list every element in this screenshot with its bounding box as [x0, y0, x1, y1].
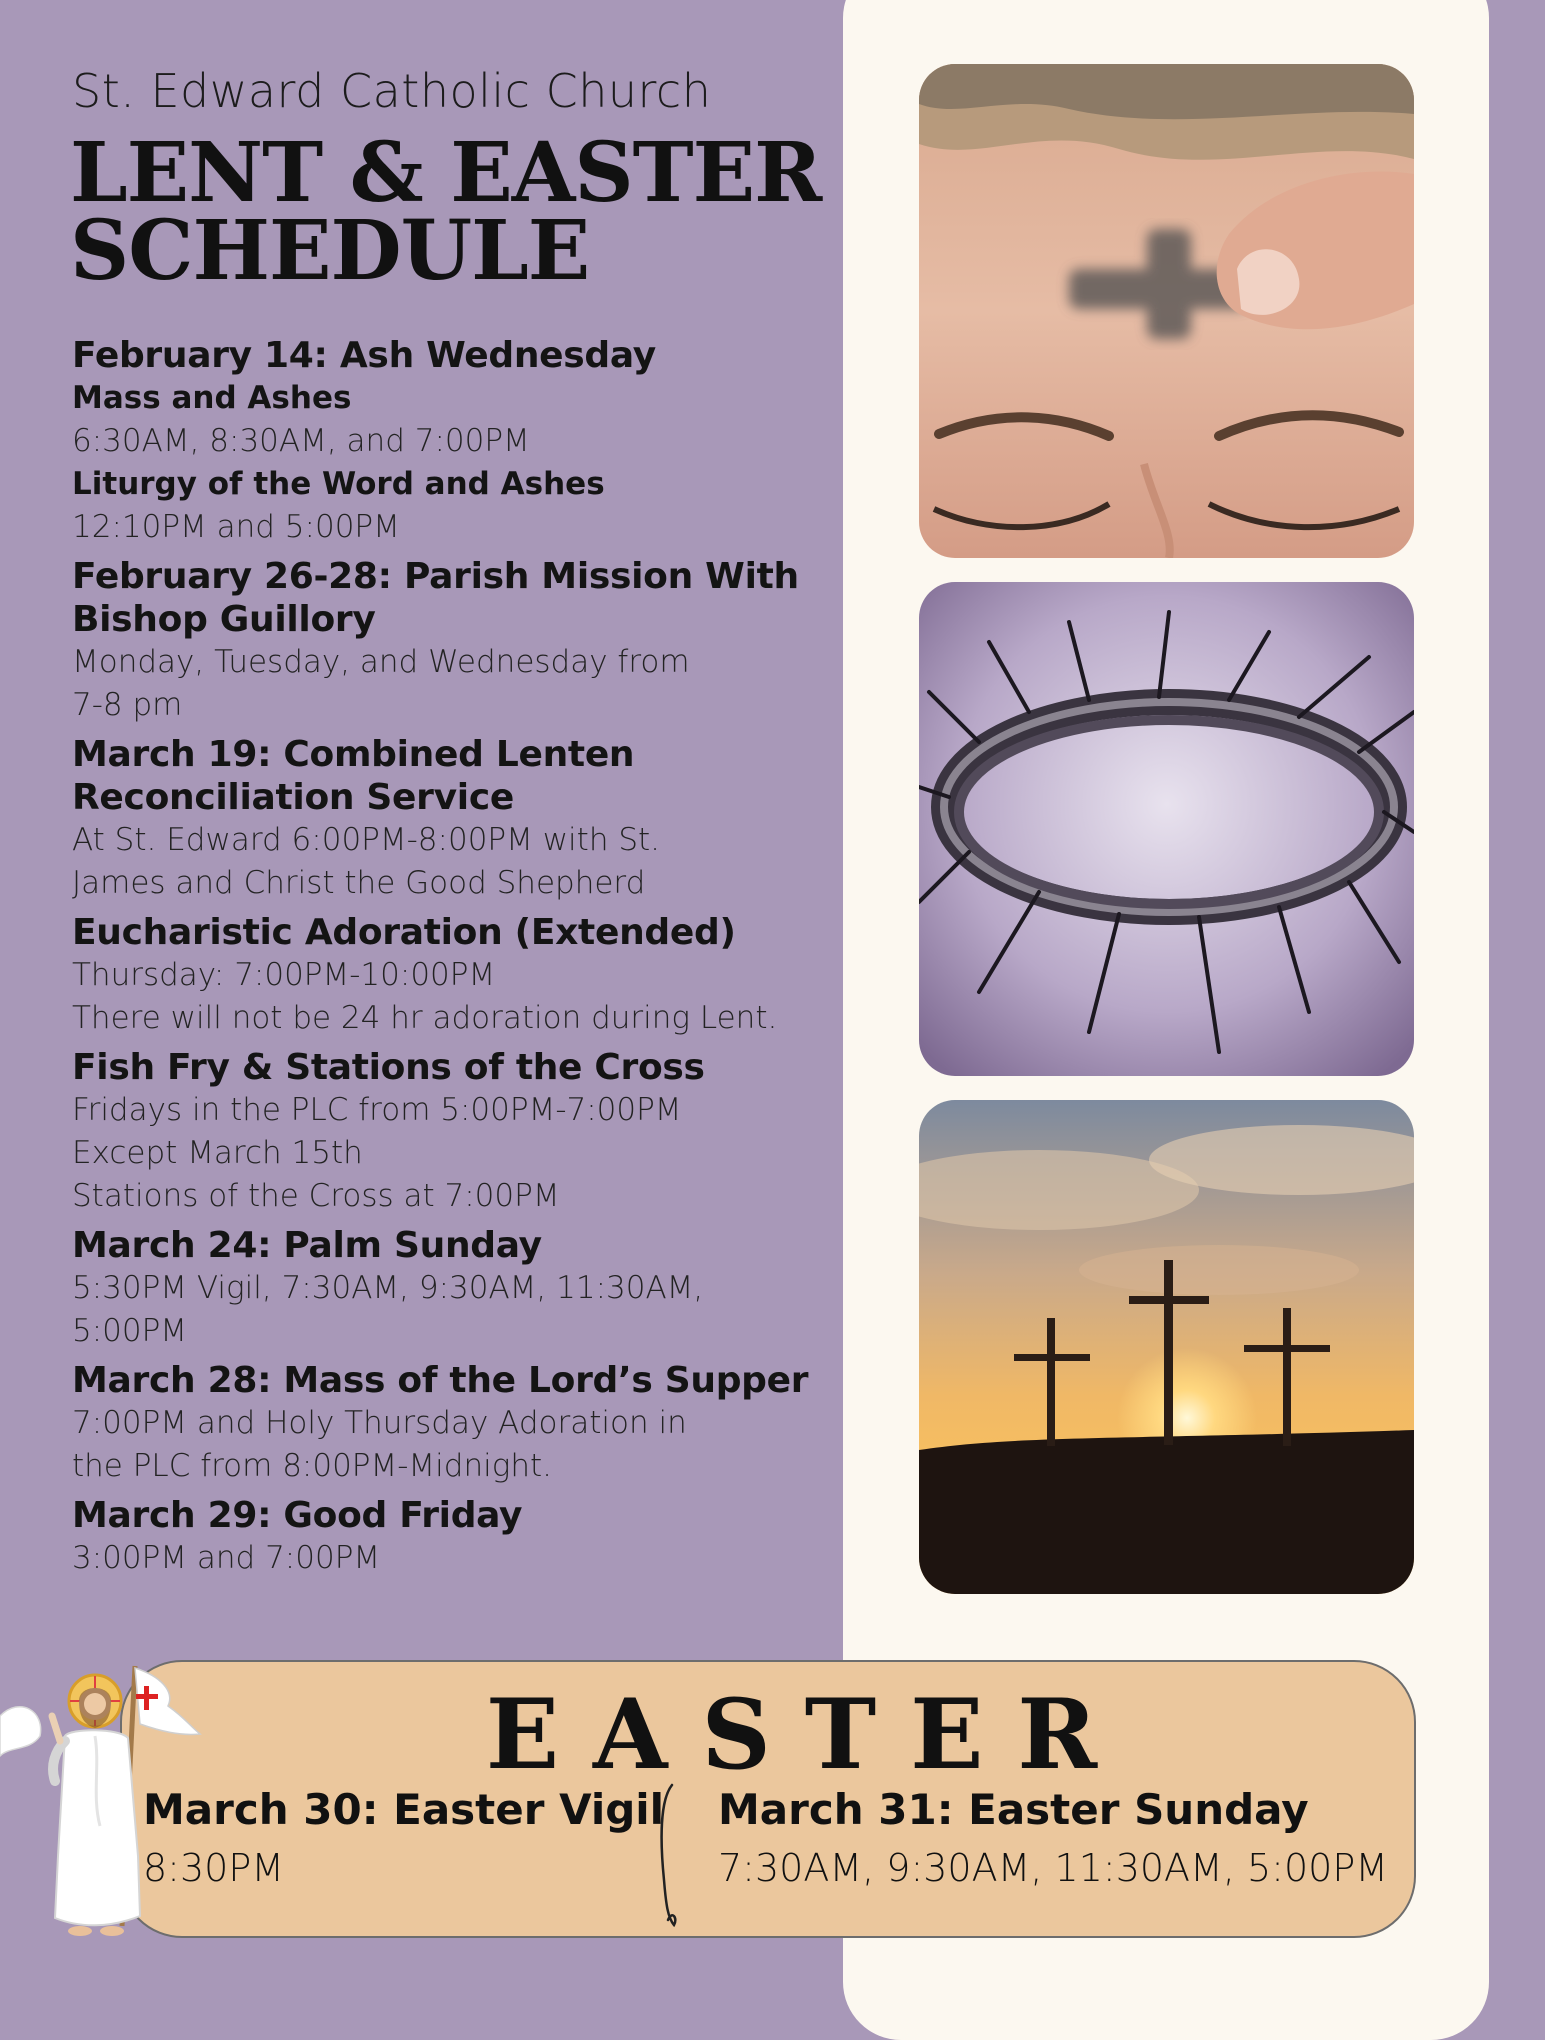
- easter-vigil-heading: March 30: Easter Vigil: [143, 1785, 665, 1834]
- easter-vigil: [143, 1782, 664, 1898]
- event-detail: 7:00PM and Holy Thursday Adoration in: [72, 1405, 687, 1441]
- event-heading: February 14: Ash Wednesday: [72, 335, 656, 376]
- event-detail: 5:00PM: [72, 1313, 188, 1349]
- event-detail: James and Christ the Good Shepherd: [72, 865, 646, 901]
- event-good-friday: [72, 1494, 832, 1580]
- crown-of-thorns-photo: [919, 582, 1414, 1076]
- risen-christ-illustration: [0, 1656, 210, 1946]
- event-detail: Stations of the Cross at 7:00PM: [72, 1178, 560, 1214]
- event-ash-wednesday: [72, 334, 832, 549]
- event-detail: At St. Edward 6:00PM-8:00PM with St.: [72, 822, 661, 858]
- ash-cross-forehead-photo: [919, 64, 1414, 558]
- event-time: 6:30AM, 8:30AM, and 7:00PM: [72, 423, 530, 459]
- event-parish-mission: [72, 555, 832, 727]
- event-lords-supper: [72, 1359, 832, 1488]
- event-detail: Monday, Tuesday, and Wednesday from: [72, 644, 690, 680]
- divider-flourish: [652, 1780, 682, 1930]
- event-heading: Reconciliation Service: [72, 777, 514, 818]
- event-detail: There will not be 24 hr adoration during Lent.: [72, 1000, 778, 1036]
- title-line-2: SCHEDULE: [70, 203, 590, 299]
- event-reconciliation-service: [72, 733, 832, 905]
- event-heading: February 26-28: Parish Mission With: [72, 556, 799, 597]
- event-heading: Eucharistic Adoration (Extended): [72, 912, 736, 953]
- easter-title: EASTER: [485, 1678, 1132, 1791]
- event-detail: the PLC from 8:00PM-Midnight.: [72, 1448, 552, 1484]
- title-line-1: LENT & EASTER: [70, 125, 822, 221]
- easter-sunday-heading: March 31: Easter Sunday: [718, 1785, 1309, 1834]
- easter-sunday: [718, 1782, 1388, 1898]
- lent-schedule: [72, 334, 832, 1580]
- event-detail: Thursday: 7:00PM-10:00PM: [72, 957, 496, 993]
- church-name: St. Edward Catholic Church: [72, 64, 712, 118]
- event-time: 12:10PM and 5:00PM: [72, 509, 400, 545]
- event-subheading: Mass and Ashes: [72, 380, 352, 416]
- event-detail: 5:30PM Vigil, 7:30AM, 9:30AM, 11:30AM,: [72, 1270, 704, 1306]
- event-heading: March 29: Good Friday: [72, 1495, 523, 1536]
- event-subheading: Liturgy of the Word and Ashes: [72, 466, 605, 502]
- event-heading: March 24: Palm Sunday: [72, 1225, 542, 1266]
- event-fish-fry-stations: [72, 1046, 832, 1218]
- event-detail: 7-8 pm: [72, 687, 183, 723]
- page-title: [70, 125, 840, 299]
- event-detail: Fridays in the PLC from 5:00PM-7:00PM: [72, 1092, 682, 1128]
- event-heading: March 19: Combined Lenten: [72, 734, 635, 775]
- three-crosses-sunset-photo: [919, 1100, 1414, 1594]
- easter-vigil-time: 8:30PM: [143, 1846, 285, 1890]
- event-heading: Bishop Guillory: [72, 599, 376, 640]
- event-detail: 3:00PM and 7:00PM: [72, 1540, 381, 1576]
- event-heading: March 28: Mass of the Lord’s Supper: [72, 1360, 809, 1401]
- event-heading: Fish Fry & Stations of the Cross: [72, 1047, 705, 1088]
- event-detail: Except March 15th: [72, 1135, 363, 1171]
- event-palm-sunday: [72, 1224, 832, 1353]
- event-eucharistic-adoration: [72, 911, 832, 1040]
- easter-sunday-time: 7:30AM, 9:30AM, 11:30AM, 5:00PM: [718, 1846, 1389, 1890]
